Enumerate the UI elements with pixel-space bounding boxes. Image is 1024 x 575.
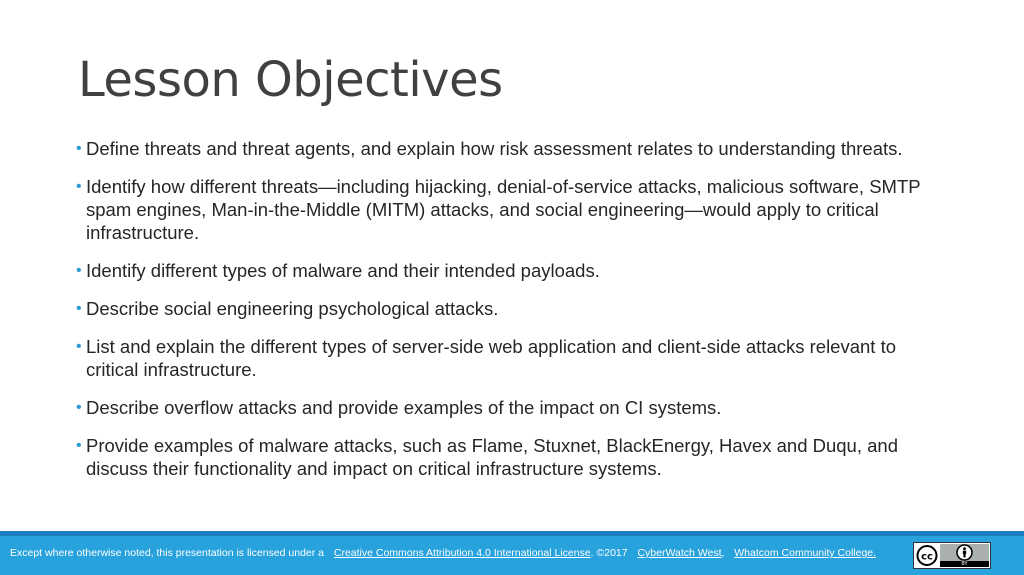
cyberwatch-west-link[interactable]: CyberWatch West [637,547,722,559]
footer-bar [0,536,1024,575]
svg-text:cc: cc [921,551,933,563]
whatcom-college-link[interactable]: Whatcom Community College. [734,547,877,559]
objective-item [76,396,946,419]
attribution-person-icon [940,544,989,561]
bullet-dot-icon: • [76,262,82,279]
objective-text: Define threats and threat agents, and explain how risk assessment relates to understanding threats. [86,138,903,159]
bullet-dot-icon: • [76,338,82,355]
cc-by-badge[interactable] [913,542,991,569]
objective-item [76,434,946,480]
license-link[interactable]: Creative Commons Attribution 4.0 International License [333,547,591,559]
copyright: ©2017 [596,547,628,559]
license-prefix: Except where otherwise noted, this presentation is licensed under a [10,547,325,559]
objective-text: Describe overflow attacks and provide examples of the impact on CI systems. [86,397,722,418]
objectives-list [76,137,946,495]
objective-item [76,335,946,381]
objective-item [76,137,946,160]
objective-text: Describe social engineering psychological attacks. [86,298,499,319]
objective-text: Identify how different threats—including hijacking, denial-of-service attacks, malicious software, SMTP spam engines, Man-in-the-Middle (MITM) attacks, and social engineering—would apply to critical infrastructure. [86,176,921,243]
bullet-dot-icon: • [76,437,82,454]
objective-item [76,259,946,282]
objective-text: Identify different types of malware and their intended payloads. [86,260,600,281]
objective-text: Provide examples of malware attacks, such as Flame, Stuxnet, BlackEnergy, Havex and Duqu, and discuss their functionality and impact on critical infrastructure systems. [86,435,898,479]
bullet-dot-icon: • [76,300,82,317]
bullet-dot-icon: • [76,140,82,157]
badge-by-label: BY [940,561,989,567]
objective-text: List and explain the different types of server-side web application and client-side attacks relevant to critical infrastructure. [86,336,897,380]
creative-commons-icon [916,545,938,566]
objective-item [76,175,946,244]
slide-title: Lesson Objectives [78,52,503,108]
footer-text: Except where otherwise noted, this presentation is licensed under a Creative Commons Attribution 4.0 International License. ©2017 CyberWatch West, Whatcom Community College. [10,547,877,559]
objective-item [76,297,946,320]
bullet-dot-icon: • [76,178,82,195]
bullet-dot-icon: • [76,399,82,416]
